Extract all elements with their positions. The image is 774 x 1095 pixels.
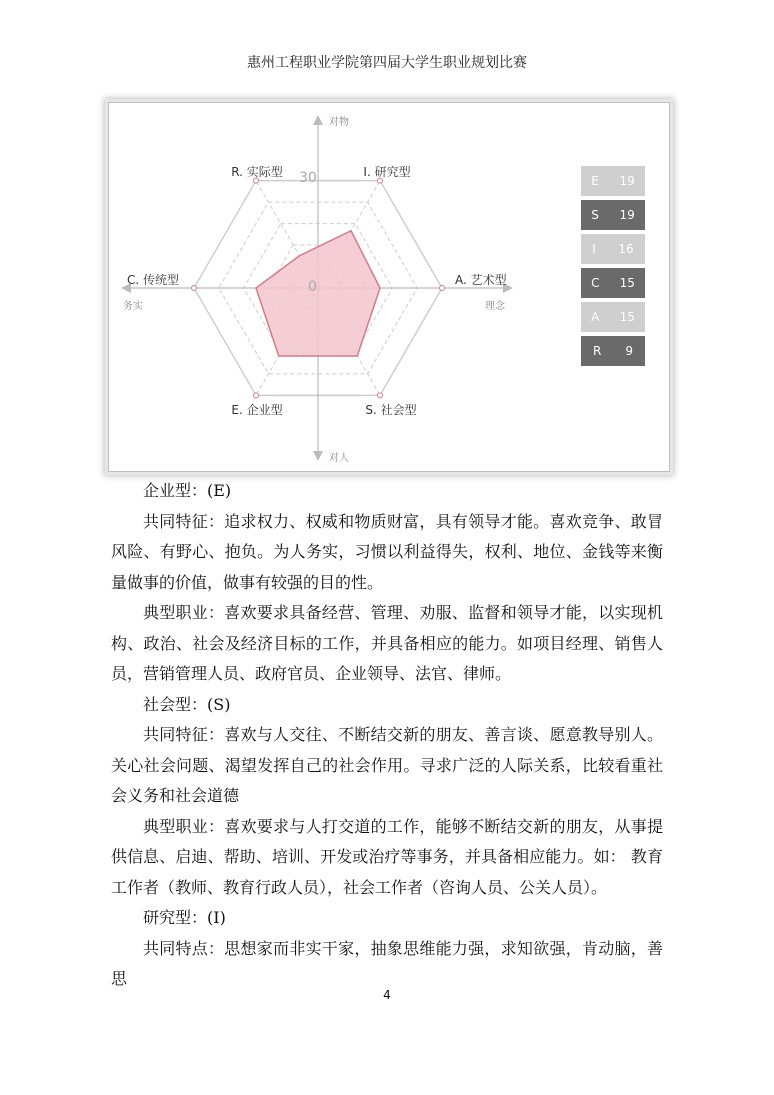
score-box-i	[581, 234, 645, 264]
score-value: 9	[625, 344, 633, 358]
vertical-axis-arrow-top	[313, 115, 323, 125]
score-value: 19	[619, 174, 635, 188]
score-code: E	[591, 174, 599, 188]
radar-label-i: I. 研究型	[363, 165, 411, 179]
paragraph-social-traits: 共同特征：喜欢与人交往、不断结交新的朋友、善言谈、愿意教导别人。关心社会问题、渴望发挥自己的社会作用。寻求广泛的人际关系，比较看重社会义务和社会道德	[111, 725, 663, 805]
radar-label-a: A. 艺术型	[455, 273, 507, 287]
score-code: I	[592, 242, 596, 256]
heading-investigative-type: 研究型：(I)	[143, 908, 226, 927]
score-box-c	[581, 268, 645, 298]
heading-enterprise-type: 企业型：(E)	[143, 481, 232, 500]
radar-vertex-dot	[254, 393, 259, 398]
score-box-r	[581, 336, 645, 366]
holland-radar-chart	[108, 102, 670, 472]
axis-label-top: 对物	[329, 117, 349, 128]
score-box-s	[581, 200, 645, 230]
body-text	[111, 476, 663, 995]
score-value: 15	[619, 310, 635, 324]
paragraph-investigative-traits: 共同特点：思想家而非实干家，抽象思维能力强，求知欲强，肯动脑，善思	[111, 938, 663, 988]
scale-label-zero: 0	[308, 279, 317, 295]
score-code: R	[593, 344, 602, 358]
paragraph-social-jobs: 典型职业：喜欢要求与人打交道的工作，能够不断结交新的朋友，从事提供信息、启迪、帮助、培训、开发或治疗等事务，并具备相应能力。如： 教育工作者（教师、教育行政人员），社会工作者（咨询人员、公关人员）。	[111, 816, 663, 897]
paragraph-enterprise-traits: 共同特征：追求权力、权威和物质财富，具有领导才能。喜欢竞争、敢冒风险、有野心、抱负。为人务实，习惯以利益得失，权利、地位、金钱等来衡量做事的价值，做事有较强的目的性。	[111, 511, 663, 592]
score-value: 19	[619, 208, 635, 222]
page-number: 4	[383, 988, 391, 1002]
score-value: 15	[619, 276, 635, 290]
radar-label-r: R. 实际型	[231, 165, 283, 179]
score-code: A	[591, 310, 600, 324]
radar-label-c: C. 传统型	[127, 273, 180, 287]
radar-vertex-dot	[440, 286, 445, 291]
score-code: C	[591, 276, 600, 290]
score-code: S	[591, 208, 599, 222]
radar-data-polygon	[256, 231, 380, 356]
radar-label-s: S. 社会型	[365, 403, 417, 417]
heading-social-type: 社会型：(S)	[143, 694, 231, 714]
axis-label-left: 务实	[123, 301, 143, 312]
score-value: 16	[618, 242, 634, 256]
score-box-e	[581, 166, 645, 196]
radar-label-e: E. 企业型	[231, 403, 283, 417]
axis-label-right: 理念	[485, 301, 505, 312]
score-list	[581, 166, 645, 370]
score-box-a	[581, 302, 645, 332]
page-header: 惠州工程职业学院第四届大学生职业规划比赛	[247, 55, 527, 71]
radar-vertex-dot	[378, 393, 383, 398]
scale-label-max: 30	[299, 170, 317, 186]
vertical-axis-arrow-bottom	[313, 451, 323, 461]
paragraph-enterprise-jobs: 典型职业：喜欢要求具备经营、管理、劝服、监督和领导才能，以实现机构、政治、社会及经济目标的工作，并具备相应的能力。如项目经理、销售人员，营销管理人员、政府官员、企业领导、法官、律师。	[111, 603, 663, 683]
axis-label-bottom: 对人	[329, 453, 349, 464]
radar-vertex-dot	[192, 286, 197, 291]
